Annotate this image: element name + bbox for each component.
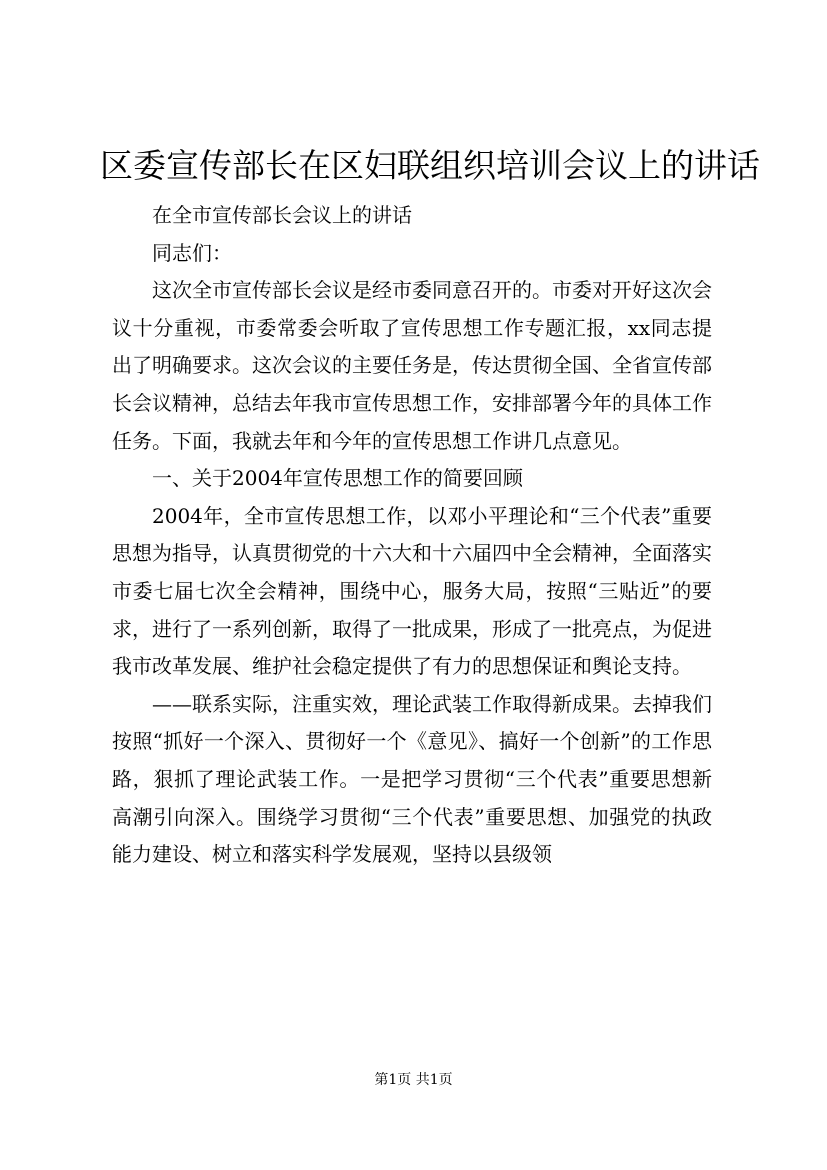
paragraph-salutation: 同志们： xyxy=(152,240,232,265)
page-footer: 第1页 共1页 xyxy=(374,1072,453,1088)
paragraph-review: 2004年，全市宣传思想工作，以邓小平理论和“三个代表”重要思想为指导，认真贯彻党的十六大和十六届四中全会精神，全面落实市委七届七次全会精神，围绕中心，服务大局，按照“三贴近”的要求，进行了一系列创新，取得了一批成果，形成了一批亮点，为促进我市改革发展、维护社会稳定提供了有力的思想保证和舆论支持。 xyxy=(112,503,712,679)
section-heading: 一、关于2004年宣传思想工作的简要回顾 xyxy=(152,466,523,491)
paragraph-intro: 这次全市宣传部长会议是经市委同意召开的。市委对开好这次会议十分重视，市委常委会听取了宣传思想工作专题汇报，xx同志提出了明确要求。这次会议的主要任务是，传达贯彻全国、全省宣传部长会议精神，总结去年我市宣传思想工作，安排部署今年的具体工作任务。下面，我就去年和今年的宣传思想工作讲几点意见。 xyxy=(112,278,712,453)
paragraph-theory: ——联系实际，注重实效，理论武装工作取得新成果。去掉我们按照“抓好一个深入、贯彻好一个《意见》、搞好一个创新”的工作思路，狠抓了理论武装工作。一是把学习贯彻“三个代表”重要思想新高潮引向深入。围绕学习贯彻“三个代表”重要思想、加强党的执政能力建设、树立和落实科学发展观，坚持以县级领 xyxy=(112,691,712,867)
paragraph-subtitle: 在全市宣传部长会议上的讲话 xyxy=(152,203,412,227)
document-body xyxy=(112,197,712,874)
document-title: 区委宣传部长在区妇联组织培训会议上的讲话 xyxy=(100,146,760,185)
